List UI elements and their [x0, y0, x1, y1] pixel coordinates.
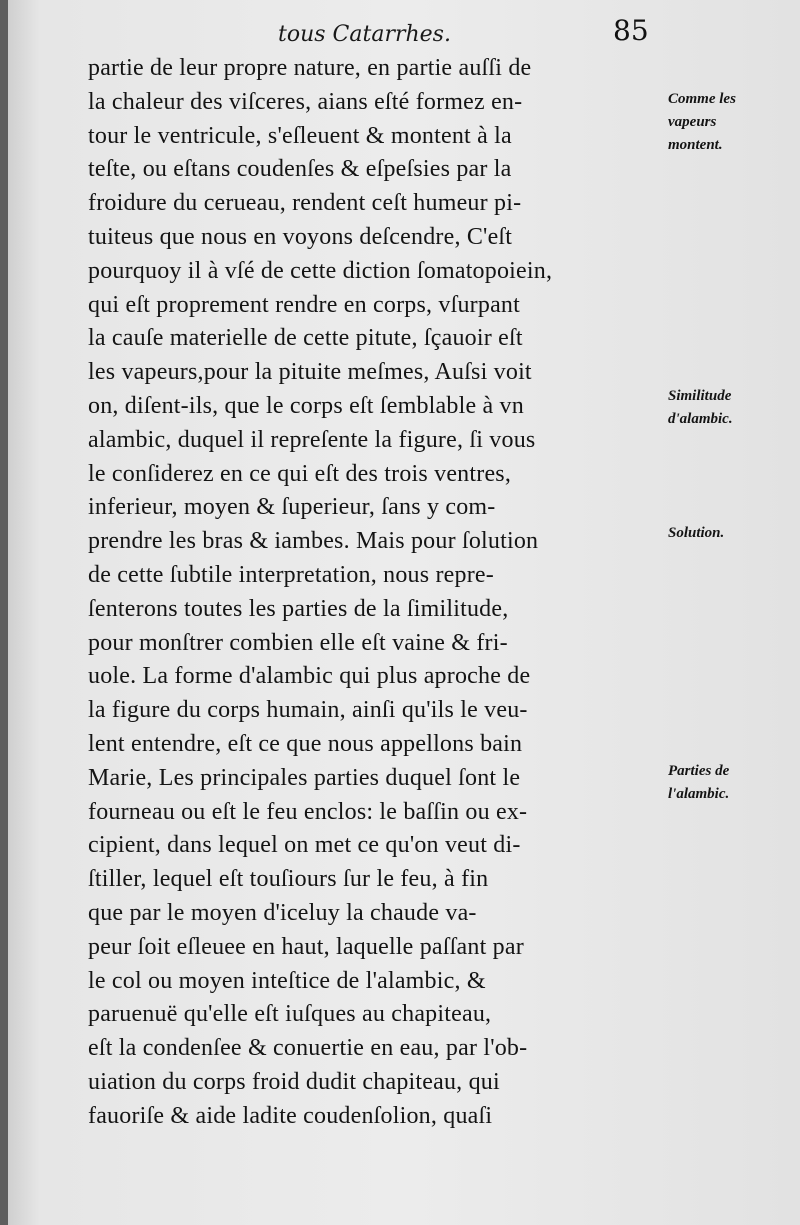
- text-line: inferieur, moyen & ſuperieur, ſans y com-: [88, 494, 496, 521]
- text-line: tour le ventricule, s'eſleuent & montent à la: [88, 122, 512, 149]
- margin-note-line: vapeurs: [668, 114, 717, 130]
- text-line: paruenuë qu'elle eſt iuſques au chapiteau,: [88, 1001, 492, 1028]
- text-line: le col ou moyen inteſtice de l'alambic, &: [88, 967, 486, 994]
- text-line: partie de leur propre nature, en partie auſſi de: [88, 55, 532, 81]
- text-line: pour monſtrer combien elle eſt vaine & fri-: [88, 629, 508, 656]
- margin-note-line: l'alambic.: [668, 786, 730, 802]
- text-line: alambic, duquel il repreſente la figure, ſi vous: [88, 426, 536, 453]
- text-line: on, diſent-ils, que le corps eſt ſemblable à vn: [88, 392, 524, 419]
- margin-note-line: Solution.: [668, 525, 725, 541]
- book-page: [8, 0, 800, 1225]
- margin-note-line: d'alambic.: [668, 411, 733, 427]
- body-text: [88, 52, 668, 1134]
- margin-note-solution: [668, 522, 798, 545]
- text-line: eſt la condenſee & conuertie en eau, par l'ob-: [88, 1035, 528, 1062]
- text-line: qui eſt proprement rendre en corps, vſurpant: [88, 291, 520, 318]
- margin-note-similitude: [668, 385, 798, 431]
- running-head: tous Catarrhes.: [278, 22, 451, 47]
- margin-note-vapeurs: [668, 88, 798, 157]
- text-line: les vapeurs,pour la pituite meſmes, Auſsi voit: [88, 359, 532, 386]
- text-line: la chaleur des viſceres, aians eſté formez en-: [88, 88, 523, 115]
- text-line: tuiteus que nous en voyons deſcendre, C'eſt: [88, 223, 513, 250]
- text-line: Marie, Les principales parties duquel ſont le: [88, 764, 521, 791]
- text-line: fauoriſe & aide ladite coudenſolion, quaſi: [88, 1102, 493, 1129]
- text-line: teſte, ou eſtans coudenſes & eſpeſsies par la: [88, 156, 512, 183]
- text-line: uiation du corps froid dudit chapiteau, qui: [88, 1068, 500, 1095]
- text-line: uole. La forme d'alambic qui plus aproche de: [88, 663, 531, 690]
- margin-note-line: Parties de: [668, 763, 730, 779]
- text-line: ſtiller, lequel eſt touſiours ſur le feu, à fin: [88, 866, 489, 893]
- text-line: la figure du corps humain, ainſi qu'ils le veu-: [88, 697, 528, 724]
- text-line: pourquoy il à vſé de cette diction ſomatopoiein,: [88, 257, 553, 284]
- text-line: que par le moyen d'iceluy la chaude va-: [88, 899, 477, 926]
- text-line: fourneau ou eſt le feu enclos: le baſſin ou ex-: [88, 798, 528, 825]
- text-line: lent entendre, eſt ce que nous appellons bain: [88, 730, 523, 757]
- margin-note-line: Comme les: [668, 91, 736, 107]
- text-line: cipient, dans lequel on met ce qu'on veut di-: [88, 832, 521, 859]
- margin-note-line: Similitude: [668, 388, 732, 404]
- page-number: 85: [613, 14, 649, 47]
- text-line: prendre les bras & iambes. Mais pour ſolution: [88, 528, 539, 555]
- text-line: le conſiderez en ce qui eſt des trois ventres,: [88, 460, 512, 487]
- text-line: froidure du cerueau, rendent ceſt humeur pi-: [88, 190, 522, 217]
- text-line: ſenterons toutes les parties de la ſimilitude,: [88, 595, 509, 622]
- margin-note-line: montent.: [668, 137, 723, 153]
- book-binding-shadow: [0, 0, 8, 1225]
- margin-note-parties: [668, 760, 798, 806]
- text-line: peur ſoit eſleuee en haut, laquelle paſſant par: [88, 933, 524, 960]
- text-line: de cette ſubtile interpretation, nous repre-: [88, 561, 494, 588]
- text-line: la cauſe materielle de cette pitute, ſçauoir eſt: [88, 325, 523, 352]
